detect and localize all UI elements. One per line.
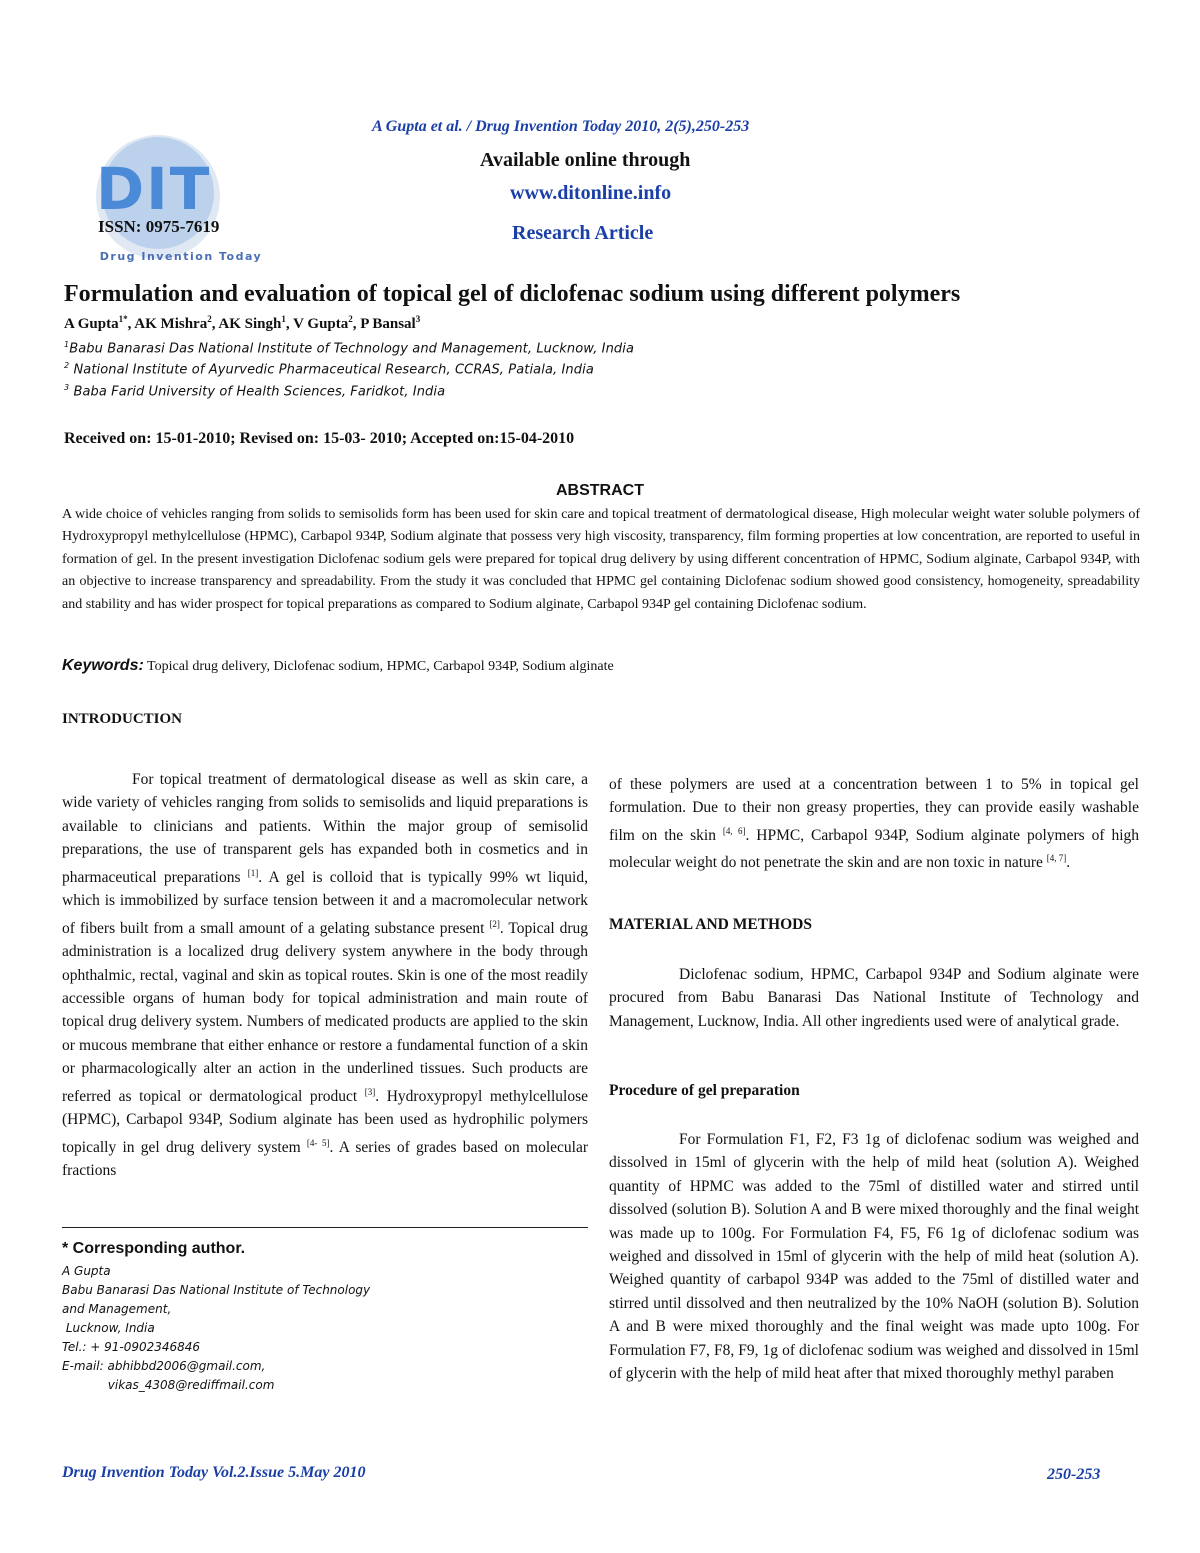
citation-ref: [4- 5] [306, 1137, 330, 1148]
corresponding-phone: Tel.: + 91-0902346846 [62, 1340, 201, 1354]
affiliation [64, 383, 445, 399]
citation-ref: [1] [247, 867, 259, 878]
keywords [62, 657, 614, 675]
methods-heading: MATERIAL AND METHODS [609, 916, 812, 933]
affiliation-mark: 3 [64, 383, 70, 392]
author-mark: 1 [281, 314, 286, 324]
intro-text: . A series of grades based on molecular fractions [62, 1138, 588, 1180]
affiliation-mark: 1 [64, 340, 70, 349]
procedure-body [609, 1128, 1139, 1385]
procedure-heading: Procedure of gel preparation [609, 1082, 800, 1099]
issn: ISSN: 0975-7619 [98, 217, 220, 236]
author: V Gupta [293, 316, 349, 332]
author-mark: 3 [415, 314, 421, 324]
abstract-text: A wide choice of vehicles ranging from solids to semisolids form has been used for skin care and topical treatment of dermatological disease, High molecular weight water soluble polymers of Hydroxypropyl methylcellulose (HPMC), Carbapol 934P, Sodium alginate that possess very high viscosity, transparency, film forming properties at low concentration, are reported to useful in formation of gel. In the present investigation Diclofenac sodium gels were prepared for topical drug delivery by using different concentration of HPMC, Sodium alginate, Carbapol 934P, with an objective to increase transparency and spreadability. From the study it was concluded that HPMC gel containing Diclofenac sodium showed good consistency, homogeneity, spreadability and stability and has wider prospect for topical preparations as compared to Sodium alginate, Carbapol 934P gel containing Diclofenac sodium. [62, 507, 1140, 612]
keywords-text: Topical drug delivery, Diclofenac sodium, HPMC, Carbapol 934P, Sodium alginate [147, 659, 614, 674]
article-type: Research Article [512, 222, 654, 244]
author: P Bansal [360, 316, 416, 332]
author-mark: 2 [207, 314, 212, 324]
intro-text: For topical treatment of dermatological disease as well as skin care, a wide variety of vehicles ranging from solids to semisolids and liquid preparations is available to clinicians and patients. Within the major group of semisolid preparations, the use of transparent gels has expanded both in cosmetics and in pharmaceutical preparations [62, 771, 588, 886]
author-list: A Gupta$^{1*}$, AK Mishra$^2$, AK Singh$^1$, V Gupta$^2$, P Bansal$^3$ [64, 314, 421, 332]
intro-text: of these polymers are used at a concentration between 1 to 5% in topical gel formulation. Due to their non greasy properties, they can provide easily washable film on the skin [609, 776, 1139, 844]
citation-ref: [4, 6] [722, 825, 746, 836]
keywords-label: Keywords: [62, 657, 144, 674]
available-online: Available online through [480, 149, 691, 171]
corresponding-email-alt[interactable]: vikas_4308@rediffmail.com [62, 1378, 275, 1392]
corresponding-address: and Management, [62, 1302, 172, 1316]
author-mark: 2 [348, 314, 353, 324]
intro-text: . HPMC, Carbapol 934P, Sodium alginate polymers of high molecular weight do not penetrate the skin and are non toxic in nature [609, 826, 1139, 872]
introduction-heading: INTRODUCTION [62, 711, 183, 727]
footer-journal: Drug Invention Today Vol.2.Issue 5.May 2010 [62, 1464, 366, 1481]
footer-pages: 250-253 [1047, 1466, 1101, 1483]
footnote-divider [62, 1227, 588, 1228]
methods-text: Diclofenac sodium, HPMC, Carbapol 934P and Sodium alginate were procured from Babu Banarasi Das National Institute of Technology and Management, Lucknow, India. All other ingredients used were of analytical grade. [609, 966, 1139, 1030]
website-link[interactable]: www.ditonline.info [510, 182, 672, 204]
author: AK Mishra [134, 316, 208, 332]
affiliation [64, 361, 594, 377]
intro-text: . [1066, 854, 1071, 872]
citation: A Gupta et al. / Drug Invention Today 2010, 2(5),250-253 [372, 118, 750, 135]
author-mark: 1* [118, 314, 128, 324]
corresponding-author-heading: * Corresponding author. [62, 1240, 246, 1257]
logo-name: Drug Invention Today [99, 250, 263, 263]
submission-dates: Received on: 15-01-2010; Revised on: 15-03- 2010; Accepted on:15-04-2010 [64, 430, 575, 447]
journal-logo [66, 135, 296, 270]
corresponding-address: Babu Banarasi Das National Institute of Technology [62, 1283, 371, 1297]
methods-body [609, 963, 1139, 1033]
logo-letters: DIT [96, 155, 212, 223]
corresponding-name: A Gupta [62, 1264, 111, 1278]
corresponding-address: Lucknow, India [62, 1321, 155, 1335]
intro-text: . Hydroxypropyl methylcellulose (HPMC), Carbapol 934P, Sodium alginate has been used as hydrophilic polymers topically in gel drug delivery system [62, 1087, 588, 1156]
procedure-text: For Formulation F1, F2, F3 1g of diclofenac sodium was weighed and dissolved in 15ml of glycerin with the help of mild heat (solution A). Weighed quantity of HPMC was added to the 75ml of distilled water and stirred until dissolved (solution B). Solution A and B were mixed thoroughly and the final weight was made up to 100g. For Formulation F4, F5, F6 1g of diclofenac sodium was weighed and dissolved in 15ml of glycerin with the help of mild heat (solution A). Weighed quantity of carbapol 934P was added to the 75ml of distilled water and stirred until dissolved and then neutralized by the 10% NaOH (solution B). Solution A and B were mixed thoroughly and the final weight was made upto 100g. For Formulation F7, F8, F9, 1g of diclofenac sodium was weighed and dissolved in 15ml of glycerin with the help of mild heat after that mixed thoroughly methyl paraben [609, 1131, 1139, 1383]
affiliation-text: Babu Banarasi Das National Institute of Technology and Management, Lucknow, India [69, 341, 635, 357]
citation-ref: [2] [489, 918, 500, 929]
affiliation [64, 340, 634, 356]
intro-text: . Topical drug administration is a localized drug delivery system anywhere in the body through ophthalmic, rectal, vaginal and skin as topical routes. Skin is one of the most readily accessible organs of human body for topical administration and main route of topical drug delivery system. Numbers of medicated products are applied to the skin or mucous membrane that either enhance or restore a fundamental function of a skin or pharmacologically alter an action in the underlined tissues. Such products are referred as topical or dermatological product [62, 919, 588, 1105]
affiliation-text: National Institute of Ayurvedic Pharmaceutical Research, CCRAS, Patiala, India [73, 362, 594, 378]
author: A Gupta [64, 316, 119, 332]
corresponding-email[interactable]: E-mail: abhibbd2006@gmail.com, [62, 1359, 266, 1373]
paper-title: Formulation and evaluation of topical gel of diclofenac sodium using different polymers [64, 281, 961, 307]
affiliation-text: Baba Farid University of Health Sciences, Faridkot, India [73, 384, 446, 400]
introduction-continued [609, 773, 1139, 875]
author: AK Singh [218, 316, 282, 332]
citation-ref: [3] [364, 1086, 376, 1097]
introduction-body [62, 768, 588, 1183]
intro-text: . A gel is colloid that is typically 99% wt liquid, which is immobilized by surface tension between it and a macromolecular network of fibers built from a small amount of a gelating substance present [62, 868, 588, 937]
affiliation-mark: 2 [64, 361, 70, 370]
citation-ref: [4, 7] [1046, 853, 1067, 864]
abstract-heading: ABSTRACT [556, 482, 644, 499]
